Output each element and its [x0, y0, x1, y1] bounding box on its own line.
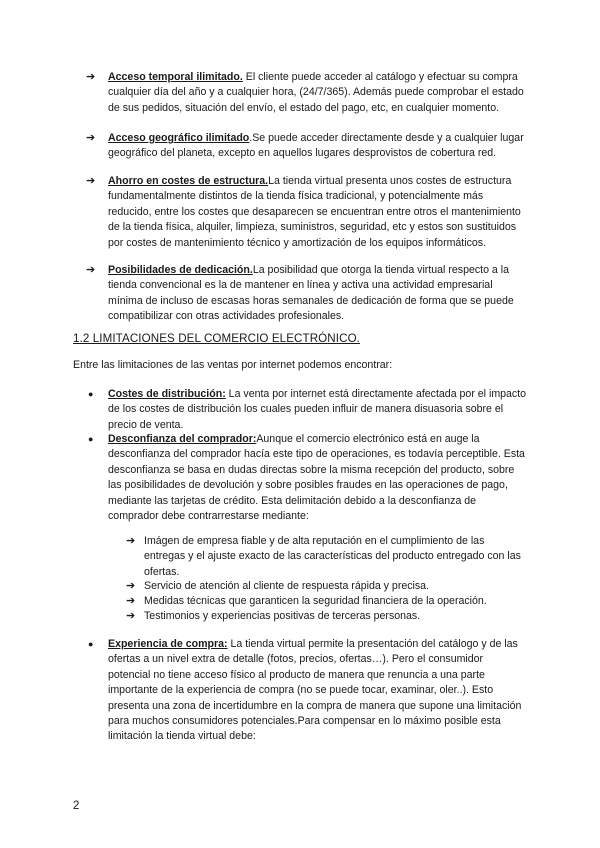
advantage-title: Acceso geográfico ilimitado [108, 132, 250, 144]
measure-item [126, 579, 528, 594]
section-heading: 1.2 LIMITACIONES DEL COMERCIO ELECTRÓNICO. [73, 332, 361, 345]
limitation-text: Aunque el comercio electrónico está en auge la desconfianza del comprador hacía este tipo de operaciones, es todavía perceptible. Esta desconfianza se basa en dudas directas sobre la misma recepción del producto, sobre las posibilidades de devolución y sobre posibles fraudes en las operaciones de pago, mediante las tarjetas de crédito. Esta delimitación debido a la desconfianza de comprador debe contrarrestarse mediante: [108, 433, 525, 523]
measure-text: Medidas técnicas que garanticen la seguridad financiera de la operación. [144, 595, 487, 607]
arrow-bullet-icon: ➔ [86, 132, 96, 144]
arrow-bullet-icon: ➔ [126, 580, 136, 592]
advantage-text: La posibilidad que otorga la tienda virtual respecto a la tienda convencional es la de mantener en línea y activa una actividad empresarial mínima de incluso de escasas horas semanales de dedicación de forma que se puede compatibilizar con otras actividades profesionales. [108, 264, 514, 323]
arrow-bullet-icon: ➔ [126, 535, 136, 547]
limitation-title: Costes de distribución: [108, 388, 226, 400]
limitation-text: La venta por internet está directamente afectada por el impacto de los costes de distribución los cuales pueden influir de manera disuasoria sobre el precio de venta. [108, 388, 527, 431]
limitation-item [88, 387, 528, 433]
limitation-title: Desconfianza del comprador: [108, 433, 257, 445]
advantage-title: Acceso temporal ilimitado. [108, 71, 243, 83]
arrow-bullet-icon: ➔ [86, 71, 96, 83]
advantage-title: Ahorro en costes de estructura. [108, 175, 269, 187]
limitation-item [88, 432, 528, 524]
advantage-text: La tienda virtual presenta unos costes de estructura fundamentalmente distintos de la tienda física tradicional, y potencialmente más reducido, entre los costes que desaparecen se encuentran entre otros el mantenimiento de la tienda física, alquiler, limpieza, suministros, seguridad, etc y estos son sustituidos por costes de mantenimiento técnico y amortización de los equipos informáticos. [108, 175, 521, 249]
arrow-bullet-icon: ➔ [86, 264, 96, 276]
arrow-bullet-icon: ➔ [126, 595, 136, 607]
limitation-title: Experiencia de compra: [108, 638, 228, 650]
limitation-text: La tienda virtual permite la presentación del catálogo y de las ofertas a un nivel extra de detalle (fotos, precios, ofertas…). Pero el consumidor potencial no tiene acceso físico al producto de manera que renuncia a una parte importante de la experiencia de compra (no se puede tocar, examinar, oler..). Esto presenta una zona de incertidumbre en la compra de manera que supone una limitación para muchos consumidores potenciales.Para compensar en lo máximo posible esta limitación la tienda virtual debe: [108, 638, 522, 743]
measure-text: Imágen de empresa fiable y de alta reputación en el cumplimiento de las entregas y el ajuste exacto de las características del producto entregado con las ofertas. [144, 535, 521, 578]
measure-item [126, 609, 528, 624]
advantage-title: Posibilidades de dedicación. [108, 264, 253, 276]
measure-text: Servicio de atención al cliente de respuesta rápida y precisa. [144, 580, 430, 592]
advantage-item [86, 131, 526, 162]
advantage-text: El cliente puede acceder al catálogo y efectuar su compra cualquier día del año y a cualquier hora, (24/7/365). Además puede comprobar el estado de sus pedidos, situación del envío, el estado del pago, etc, en cualquier momento. [108, 71, 524, 114]
round-bullet-icon: ● [88, 434, 94, 444]
intro-paragraph: Entre las limitaciones de las ventas por internet podemos encontrar: [73, 359, 393, 371]
round-bullet-icon: ● [88, 639, 94, 649]
limitation-item [88, 637, 528, 745]
round-bullet-icon: ● [88, 389, 94, 399]
arrow-bullet-icon: ➔ [126, 610, 136, 622]
measure-item [126, 534, 528, 580]
advantage-item [86, 174, 526, 251]
advantage-item [86, 70, 526, 116]
measure-item [126, 594, 528, 609]
advantage-text: .Se puede acceder directamente desde y a cualquier lugar geográfico del planeta, excepto en aquellos lugares desprovistos de cobertura red. [108, 132, 524, 160]
arrow-bullet-icon: ➔ [86, 175, 96, 187]
measure-text: Testimonios y experiencias positivas de terceras personas. [144, 610, 421, 622]
advantage-item [86, 263, 526, 325]
page-number: 2 [73, 800, 80, 812]
